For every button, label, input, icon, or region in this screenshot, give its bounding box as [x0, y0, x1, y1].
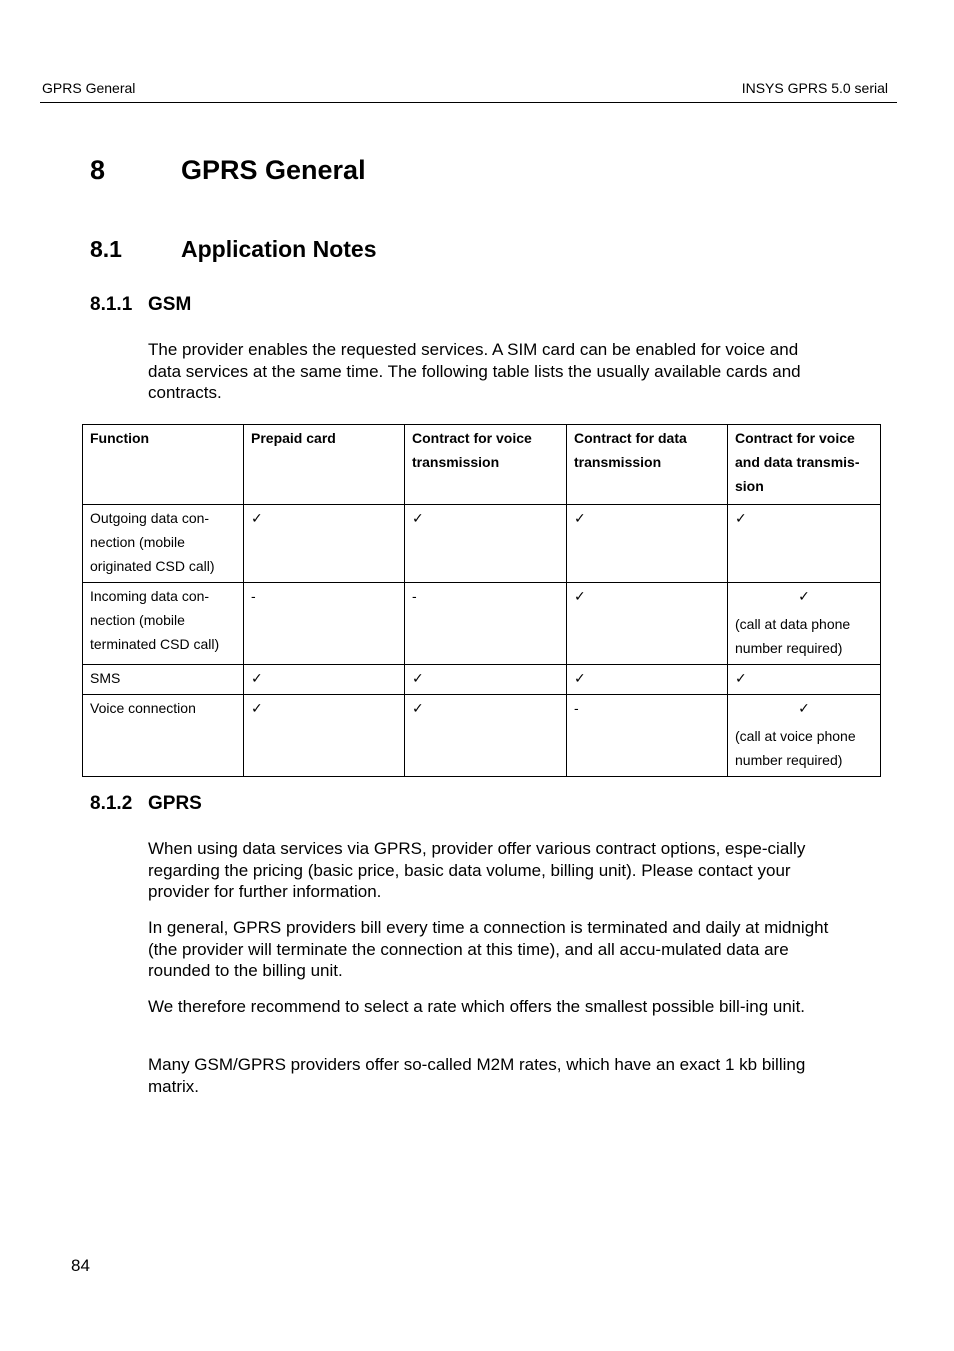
- check-cell: ✓: [405, 695, 567, 777]
- check-cell: ✓: [244, 665, 405, 695]
- subsection-number: 8.1.2: [90, 793, 133, 814]
- check-cell: ✓: [567, 583, 728, 665]
- header-divider: [40, 102, 897, 103]
- check-cell: ✓: [405, 665, 567, 695]
- check-cell: ✓: [244, 505, 405, 583]
- check-cell: ✓: [728, 505, 881, 583]
- function-cell: Incoming data con-nection (mobile terminated CSD call): [83, 583, 244, 665]
- table-row: [83, 665, 881, 695]
- check-note-cell: [728, 695, 881, 777]
- chapter-heading: [90, 155, 366, 186]
- subsection-heading-gprs: [90, 793, 202, 815]
- check-cell: ✓: [567, 665, 728, 695]
- check-cell: ✓: [567, 505, 728, 583]
- chapter-number: 8: [90, 155, 106, 185]
- function-cell: Outgoing data con-nection (mobile originated CSD call): [83, 505, 244, 583]
- subsection-heading-gsm: [90, 294, 191, 316]
- column-header: Function: [83, 425, 244, 505]
- subsection-number: 8.1.1: [90, 294, 133, 315]
- running-header-product: INSYS GPRS 5.0 serial: [741, 80, 888, 96]
- check-mark: ✓: [798, 700, 810, 716]
- gprs-paragraph-2: In general, GPRS providers bill every time a connection is terminated and daily at midnight (the provider will terminate the connection at this time), and all accu-mulated data are rounded to the billing unit.: [148, 918, 829, 980]
- column-header: Contract for voice and data transmis-sion: [728, 425, 881, 505]
- section-heading: [90, 236, 377, 263]
- function-cell: SMS: [83, 665, 244, 695]
- subsection-title: GSM: [148, 294, 192, 315]
- table-header-row: [83, 425, 881, 505]
- chapter-title: GPRS General: [181, 155, 366, 185]
- running-header-chapter: GPRS General: [42, 80, 136, 96]
- check-mark: ✓: [798, 588, 810, 604]
- dash-cell: -: [567, 695, 728, 777]
- gprs-paragraph-1: When using data services via GPRS, provider offer various contract options, espe-cially regarding the pricing (basic price, basic data volume, billing unit). Please contact your provider for further information.: [148, 839, 806, 901]
- section-number: 8.1: [90, 236, 122, 262]
- check-cell: ✓: [405, 505, 567, 583]
- table-row: [83, 695, 881, 777]
- dash-cell: -: [405, 583, 567, 665]
- dash-cell: -: [244, 583, 405, 665]
- cell-note: (call at voice phone number required): [735, 728, 856, 768]
- services-table: [82, 424, 881, 777]
- section-title: Application Notes: [181, 236, 377, 262]
- column-header: Prepaid card: [244, 425, 405, 505]
- page-number: 84: [71, 1256, 90, 1275]
- table-row: [83, 583, 881, 665]
- check-cell: ✓: [244, 695, 405, 777]
- function-cell: Voice connection: [83, 695, 244, 777]
- gprs-paragraph-3: We therefore recommend to select a rate which offers the smallest possible bill-ing unit.: [148, 997, 806, 1016]
- table-row: [83, 505, 881, 583]
- subsection-title: GPRS: [148, 793, 202, 814]
- check-note-cell: [728, 583, 881, 665]
- cell-note: (call at data phone number required): [735, 616, 851, 656]
- gsm-paragraph: The provider enables the requested services. A SIM card can be enabled for voice and data services at the same time. The following table lists the usually available cards and contracts.: [148, 340, 801, 402]
- check-cell: ✓: [728, 665, 881, 695]
- column-header: Contract for data transmission: [567, 425, 728, 505]
- column-header: Contract for voice transmission: [405, 425, 567, 505]
- gprs-paragraph-4: Many GSM/GPRS providers offer so-called M2M rates, which have an exact 1 kb billing matrix.: [148, 1055, 806, 1096]
